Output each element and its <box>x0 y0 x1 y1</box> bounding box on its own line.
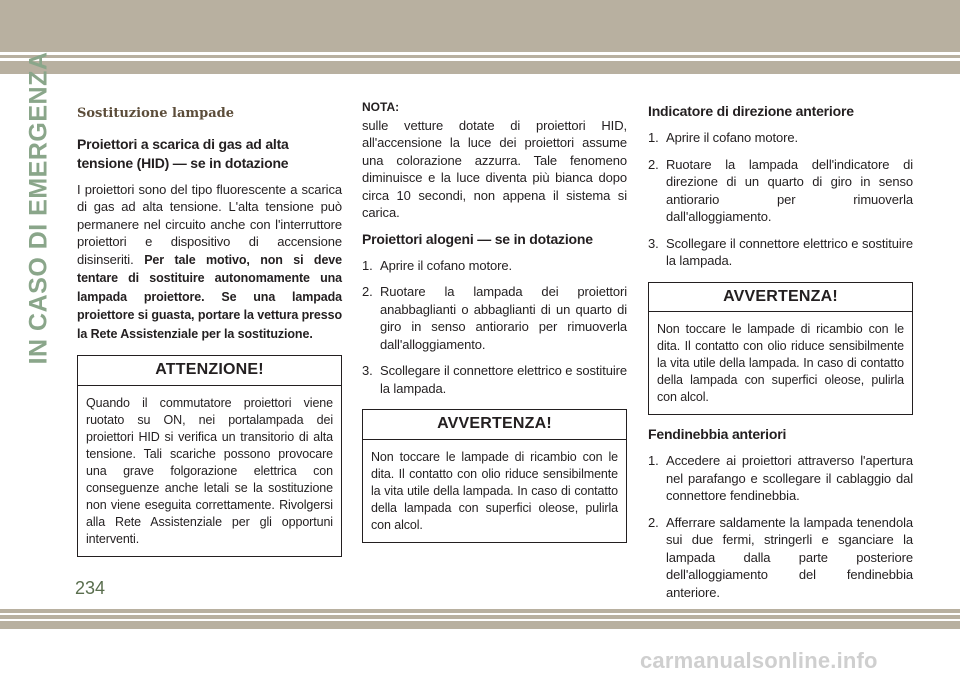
note-label: NOTA: <box>362 100 400 114</box>
heading-hid: Proiettori a scarica di gas ad alta tensione (HID) — se in dotazione <box>77 135 289 171</box>
page-number: 234 <box>75 578 106 598</box>
paragraph-hid <box>77 181 342 344</box>
list-item <box>648 452 913 505</box>
chapter-side-tab <box>22 51 56 365</box>
turn-signal-steps <box>648 129 913 270</box>
step-number: 1. <box>648 453 659 468</box>
step-number: 3. <box>648 235 659 251</box>
header-stripe <box>0 58 960 61</box>
footer-band <box>0 609 960 629</box>
chapter-title: IN CASO DI EMERGENZA <box>24 51 53 365</box>
list-item <box>648 235 913 270</box>
step-text: Ruotare la lampada dei proiettori anabbaglianti o abbaglianti di un quarto di giro in senso antiorario per rimuoverla dall'alloggiamento. <box>380 284 627 352</box>
watermark: carmanualsonline.info <box>640 648 878 673</box>
footer-stripe <box>0 613 960 615</box>
list-item <box>648 129 913 147</box>
step-number: 2. <box>362 284 373 299</box>
column-2 <box>362 99 627 553</box>
step-number: 1. <box>648 130 659 145</box>
step-number: 1. <box>362 257 373 273</box>
paragraph-hid-text: I proiettori sono del tipo fluorescente a scarica di gas ad alta tensione. L'alta tensione può permanere nel circuito anche con l'interruttore proiettori e dispositivo di accensione disinseriti. <box>77 181 342 267</box>
step-number: 3. <box>362 363 373 378</box>
list-item <box>362 362 627 397</box>
heading-halogen: Proiettori alogeni — se in dotazione <box>362 230 593 247</box>
attention-box <box>77 355 342 557</box>
list-item <box>648 514 913 602</box>
step-number: 2. <box>648 156 659 172</box>
section-title: Sostituzione lampade <box>77 106 235 121</box>
halogen-steps <box>362 257 627 398</box>
header-stripe <box>0 52 960 55</box>
heading-turn-signal: Indicatore di direzione anteriore <box>648 103 854 119</box>
attention-box-title: ATTENZIONE! <box>78 356 341 386</box>
attention-box-text: Quando il commutatore proiettori viene ruotato su ON, nei portalampada dei proiettori HID si verifica un transitorio di alta tensione. Tali scariche possono provocare una grave folgorazione elettrica con conseguenze anche letali se la sostituzione non viene eseguita correttamente. Rivolgersi alla Rete Assistenziale per gli opportuni interventi. <box>86 395 333 546</box>
warning-box <box>362 409 627 543</box>
list-item <box>648 156 913 226</box>
warning-box <box>648 282 913 416</box>
heading-fog-lamps: Fendinebbia anteriori <box>648 426 787 442</box>
step-number: 2. <box>648 514 659 530</box>
column-1 <box>77 99 342 567</box>
step-text: Scollegare il connettore elettrico e sostituire la lampada. <box>666 235 913 268</box>
warning-box-title: AVVERTENZA! <box>649 283 912 313</box>
step-text: Accedere ai proiettori attraverso l'apertura nel parafango e scollegare il cablaggio dal connettore fendinebbia. <box>666 453 913 503</box>
footer-stripe <box>0 619 960 621</box>
warning-box-text: Non toccare le lampade di ricambio con le dita. Il contatto con olio riduce sensibilmente la vita utile della lampada. In caso di contatto della lampada con superfici oleose, pulirla con alcol. <box>371 449 618 532</box>
fog-lamp-steps <box>648 452 913 601</box>
warning-box-title: AVVERTENZA! <box>363 410 626 440</box>
header-band <box>0 0 960 74</box>
step-text: Aprire il cofano motore. <box>380 257 512 273</box>
step-text: Ruotare la lampada dell'indicatore di direzione di un quarto di giro in senso antiorario per rimuoverla dall'alloggiamento. <box>666 156 913 224</box>
step-text: Aprire il cofano motore. <box>666 130 798 145</box>
list-item <box>362 283 627 353</box>
note-text: sulle vetture dotate di proiettori HID, all'accensione la luce dei proiettori assume una colorazione azzurra. Tale fenomeno diminuisce e la luce diventa più bianca dopo circa 10 secondi, non appena il sistema si carica. <box>362 117 627 220</box>
step-text: Scollegare il connettore elettrico e sostituire la lampada. <box>380 363 627 396</box>
warning-box-text: Non toccare le lampade di ricambio con le dita. Il contatto con olio riduce sensibilmente la vita utile della lampada. In caso di contatto della lampada con superfici oleose, pulirla con alcol. <box>657 322 904 404</box>
paragraph-hid-bold: Per tale motivo, non si deve tentare di sostituire autonomamente una lampada proiettore. Se una lampada proiettore si guasta, portare la vettura presso la Rete Assistenziale per la sostituzione. <box>77 252 343 341</box>
step-text: Afferrare saldamente la lampada tenendola sui due fermi, stringerli e sganciare la lampada dalla parte posteriore dell'alloggiamento del fendinebbia anteriore. <box>666 514 913 600</box>
column-3 <box>648 99 913 610</box>
list-item <box>362 257 627 275</box>
